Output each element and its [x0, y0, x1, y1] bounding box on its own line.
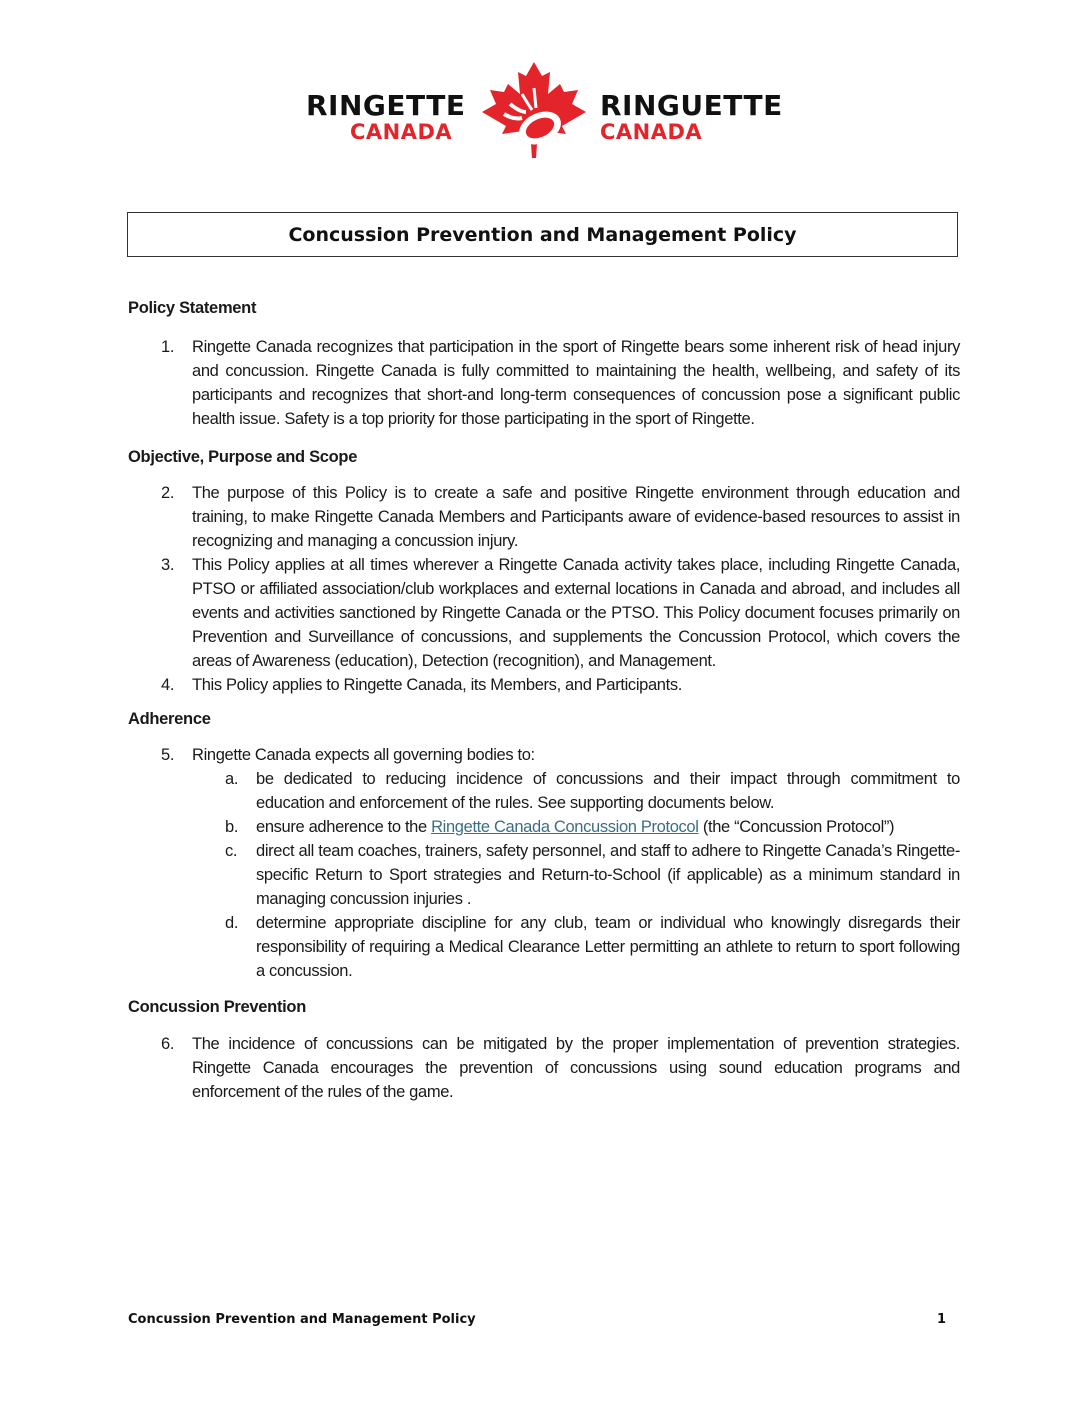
sub-list-item: [128, 911, 960, 983]
sub-item-letter: c.: [225, 842, 238, 860]
sub-item-text-after: (the “Concussion Protocol”): [698, 818, 895, 836]
section-concussion-prevention: [128, 995, 960, 1104]
sub-list-item: [128, 839, 960, 911]
item-number: 3.: [161, 556, 175, 574]
sub-item-text-before: ensure adherence to the: [256, 818, 432, 836]
item-number: 5.: [161, 746, 175, 764]
document-title-box: [127, 212, 958, 257]
list-item: [128, 1032, 960, 1104]
sub-item-text: be dedicated to reducing incidence of concussions and their impact through commitment to education and enforcement of the rules. See supporting documents below.: [256, 770, 960, 812]
page-number: 1: [936, 1312, 946, 1327]
sub-item-text: determine appropriate discipline for any club, team or individual who knowingly disregards their responsibility of requiring a Medical Clearance Letter permitting an athlete to return to sport following a concussion.: [256, 914, 960, 980]
sub-list-item: [128, 767, 960, 815]
list-item: [128, 743, 960, 767]
item-text: The incidence of concussions can be mitigated by the proper implementation of prevention strategies. Ringette Canada encourages the prevention of concussions using sound education programs and enforcement of the rules of the game.: [192, 1035, 960, 1101]
section-policy-statement: [128, 296, 960, 431]
page-footer: [128, 1312, 946, 1327]
section-heading: Concussion Prevention: [128, 998, 306, 1016]
logo-fr-line1: RINGUETTE: [600, 89, 783, 122]
section-adherence: [128, 707, 960, 983]
list-item: [128, 553, 960, 673]
item-text: This Policy applies at all times wherever a Ringette Canada activity takes place, including Ringette Canada, PTSO or affiliated association/club workplaces and external locations in Canada and abroad, and includes all events and activities sanctioned by Ringette Canada or the PTSO. This Policy document focuses primarily on Prevention and Surveillance of concussions, and supplements the Concussion Protocol, which covers the areas of Awareness (education), Detection (recognition), and Management.: [192, 556, 960, 670]
footer-title: Concussion Prevention and Management Policy: [128, 1312, 476, 1327]
item-number: 1.: [161, 338, 175, 356]
logo-fr-line2: CANADA: [600, 120, 703, 144]
sub-item-letter: b.: [225, 818, 239, 836]
ringette-canada-logo: [303, 60, 788, 160]
section-heading: Objective, Purpose and Scope: [128, 448, 358, 466]
section-heading: Adherence: [128, 710, 211, 728]
item-number: 6.: [161, 1035, 175, 1053]
item-text: Ringette Canada recognizes that participation in the sport of Ringette bears some inherent risk of head injury and concussion. Ringette Canada is fully committed to maintaining the health, wellbeing, and safety of its participants and recognizes that short-and long-term consequences of concussion pose a significant public health issue. Safety is a top priority for those participating in the sport of Ringette.: [192, 338, 960, 428]
sub-item-letter: d.: [225, 914, 239, 932]
item-text: This Policy applies to Ringette Canada, its Members, and Participants.: [192, 676, 682, 694]
sub-item-letter: a.: [225, 770, 239, 788]
sub-list-item: [128, 815, 960, 839]
section-heading: Policy Statement: [128, 299, 257, 317]
section-objective-purpose-scope: [128, 445, 960, 697]
list-item: [128, 481, 960, 553]
item-number: 2.: [161, 484, 175, 502]
item-text: The purpose of this Policy is to create a safe and positive Ringette environment through education and training, to make Ringette Canada Members and Participants aware of evidence-based resources to assist in recognizing and managing a concussion injury.: [192, 484, 960, 550]
document-body: [128, 296, 960, 1104]
list-item: [128, 335, 960, 431]
concussion-protocol-link[interactable]: Ringette Canada Concussion Protocol: [431, 818, 699, 836]
item-number: 4.: [161, 676, 175, 694]
logo-en-line1: RINGETTE: [306, 89, 466, 122]
sub-item-text: direct all team coaches, trainers, safety personnel, and staff to adhere to Ringette Canada’s Ringette-specific Return to Sport strategies and Return-to-School (if applicable) as a minimum standard in managing concussion injuries .: [256, 842, 960, 908]
logo-en-line2: CANADA: [350, 120, 453, 144]
item-text: Ringette Canada expects all governing bodies to:: [192, 746, 535, 764]
maple-leaf-ring-icon: [478, 60, 590, 160]
list-item: [128, 673, 960, 697]
document-title: Concussion Prevention and Management Policy: [288, 223, 797, 246]
